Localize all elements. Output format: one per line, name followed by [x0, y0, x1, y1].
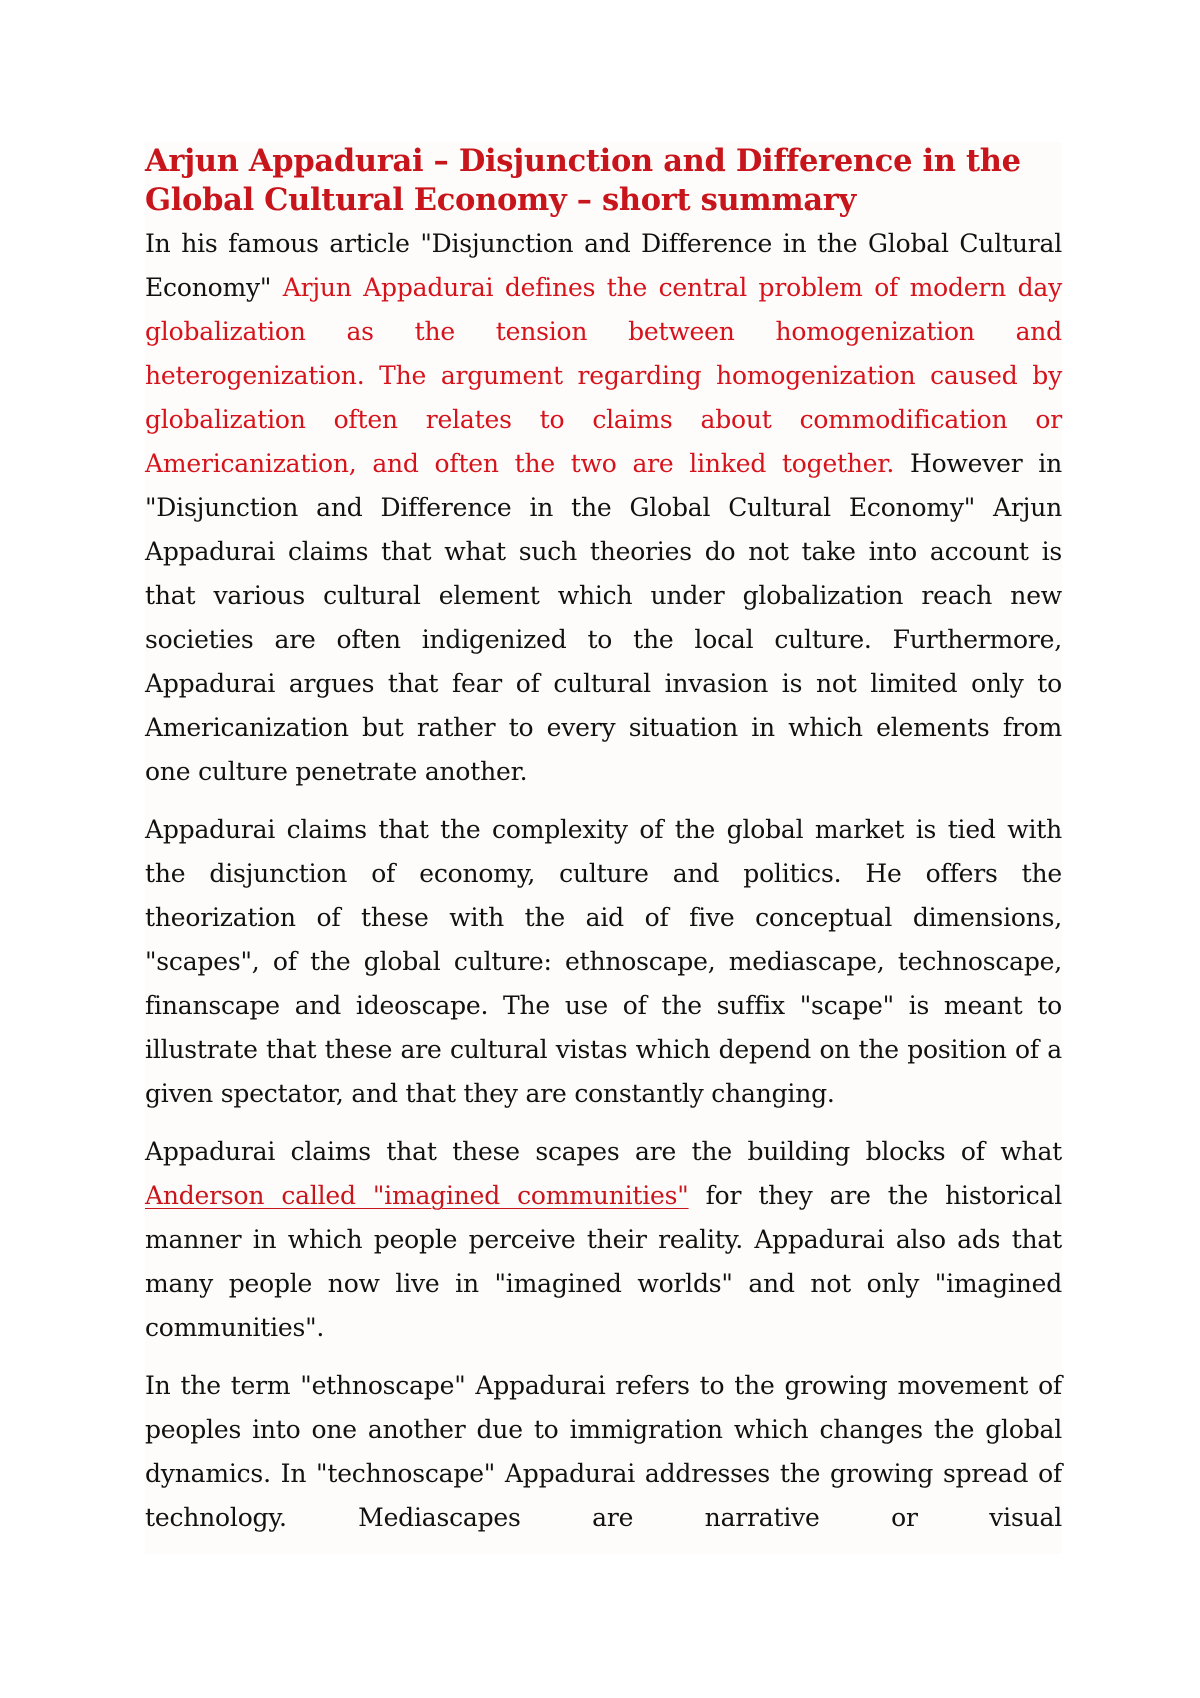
paragraph-3-before: Appadurai claims that these scapes are the building blocks of what [145, 1137, 1062, 1166]
imagined-communities-link[interactable]: Anderson called "imagined communities" [145, 1181, 689, 1210]
paragraph-1 [145, 222, 1062, 794]
document-title: Arjun Appadurai – Disjunction and Difference in the Global Cultural Economy – short summary [145, 143, 1021, 218]
paragraph-1-highlight: Arjun Appadurai defines the central problem of modern day globalization as the tension between homogenization and heterogenization. The argument regarding homogenization caused by globalization often relates to claims about commodification or Americanization, and often the two are linked together. [145, 273, 1062, 478]
paragraph-4: In the term "ethnoscape" Appadurai refers to the growing movement of peoples into one another due to immigration which changes the global dynamics. In "technoscape" Appadurai addresses the growing spread of technology. Mediascapes are narrative or visual [145, 1371, 1062, 1532]
document-body [145, 142, 1062, 1554]
paragraph-1-intro: In his famous article "Disjunction and Difference in the Global Cultural Economy" [145, 229, 1062, 302]
paragraph-1-rest: However in "Disjunction and Difference in the Global Cultural Economy" Arjun Appadurai claims that what such theories do not take into account is that various cultural element which under globalization reach new societies are often indigenized to the local culture. Furthermore, Appadurai argues that fear of cultural invasion is not limited only to Americanization but rather to every situation in which elements from one culture penetrate another. [145, 449, 1062, 786]
paragraph-3-after: for they are the historical manner in which people perceive their reality. Appadurai also ads that many people now live in "imagined worlds" and not only "imagined communities". [145, 1181, 1063, 1342]
paragraph-2: Appadurai claims that the complexity of the global market is tied with the disjunction of economy, culture and politics. He offers the theorization of these with the aid of five conceptual dimensions, "scapes", of the global culture: ethnoscape, mediascape, technoscape, finanscape and ideoscape. The use of the suffix "scape" is meant to illustrate that these are cultural vistas which depend on the position of a given spectator, and that they are constantly changing. [145, 815, 1062, 1108]
paragraph-3 [145, 1130, 1062, 1350]
